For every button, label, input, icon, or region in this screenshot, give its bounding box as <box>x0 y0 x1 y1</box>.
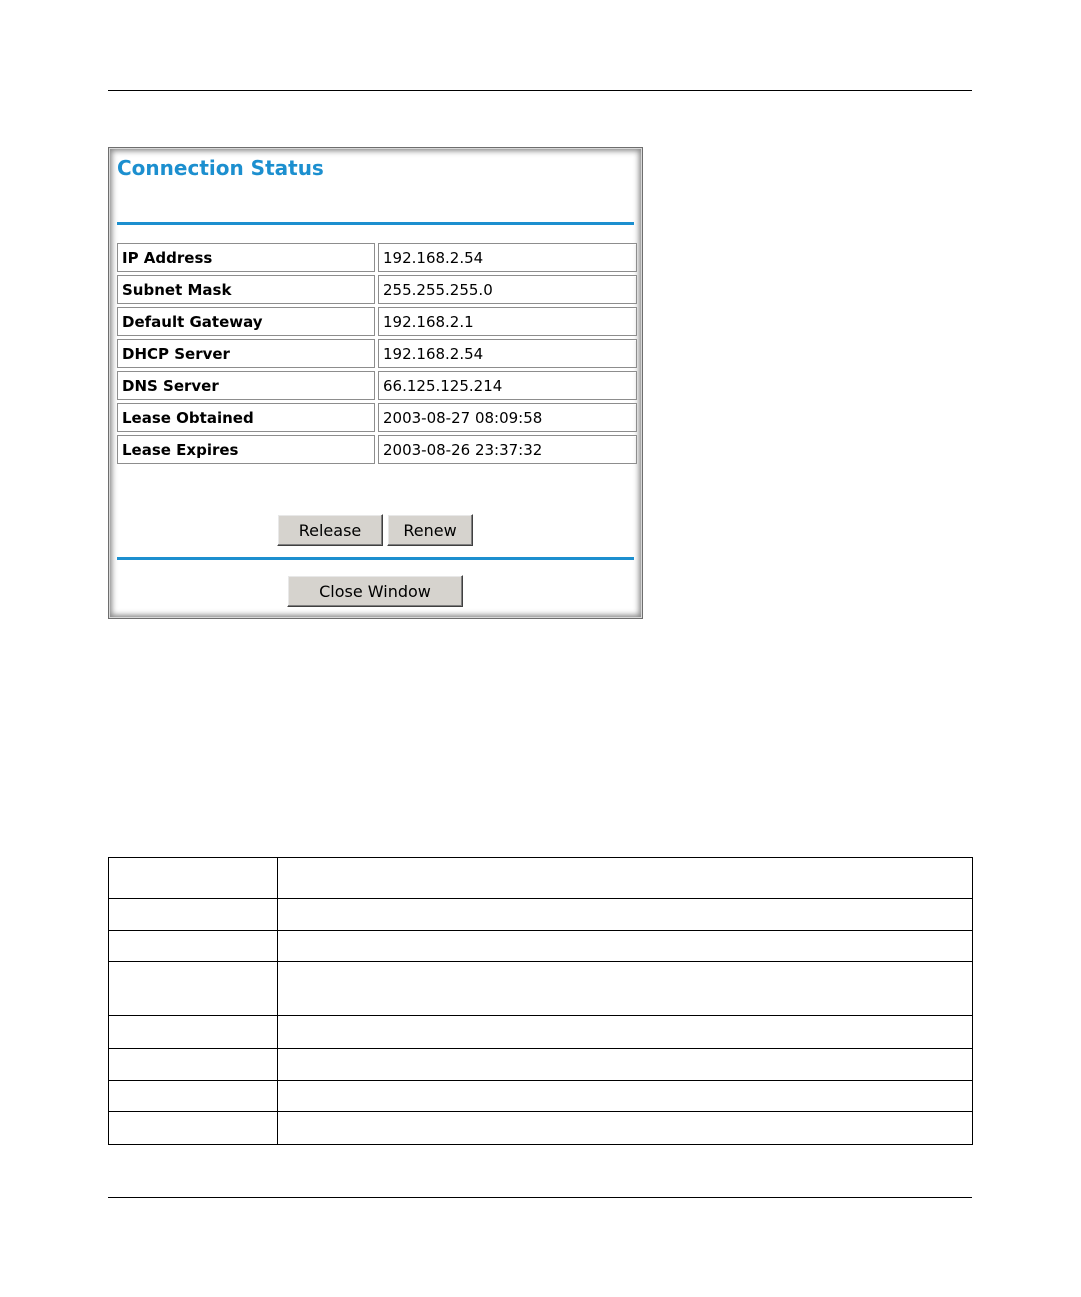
default-gateway-value: 192.168.2.1 <box>378 307 637 336</box>
table-row <box>109 1016 973 1049</box>
table-cell <box>278 1112 973 1145</box>
table-row <box>109 962 973 1016</box>
table-row <box>109 1112 973 1145</box>
connection-status-window <box>108 147 643 619</box>
table-row <box>117 403 637 432</box>
table-cell <box>278 1016 973 1049</box>
table-cell <box>109 1081 278 1112</box>
table-cell <box>278 1081 973 1112</box>
table-cell <box>109 1049 278 1081</box>
ip-address-label: IP Address <box>117 243 375 272</box>
table-row <box>109 899 973 931</box>
table-row <box>109 1049 973 1081</box>
header-rule <box>108 90 972 91</box>
default-gateway-label: Default Gateway <box>117 307 375 336</box>
table-row <box>117 307 637 336</box>
lease-obtained-value: 2003-08-27 08:09:58 <box>378 403 637 432</box>
table-row <box>109 931 973 962</box>
table-row <box>109 1081 973 1112</box>
close-window-button[interactable]: Close Window <box>287 575 463 607</box>
table-row <box>117 275 637 304</box>
footer-rule <box>108 1197 972 1198</box>
table-cell <box>278 931 973 962</box>
table-cell <box>109 931 278 962</box>
table-row <box>109 858 973 899</box>
dhcp-server-label: DHCP Server <box>117 339 375 368</box>
ip-address-value: 192.168.2.54 <box>378 243 637 272</box>
connection-info-table <box>114 240 640 467</box>
lease-expires-value: 2003-08-26 23:37:32 <box>378 435 637 464</box>
table-cell <box>278 962 973 1016</box>
table-row <box>117 243 637 272</box>
window-title: Connection Status <box>117 156 324 180</box>
table-row <box>117 339 637 368</box>
table-cell <box>109 858 278 899</box>
table-cell <box>109 1112 278 1145</box>
table-row <box>117 435 637 464</box>
table-row <box>117 371 637 400</box>
subnet-mask-label: Subnet Mask <box>117 275 375 304</box>
table-cell <box>278 1049 973 1081</box>
table-cell <box>278 858 973 899</box>
title-divider <box>117 222 634 225</box>
button-divider <box>117 557 634 560</box>
renew-button[interactable]: Renew <box>387 514 473 546</box>
release-button[interactable]: Release <box>277 514 383 546</box>
dns-server-value: 66.125.125.214 <box>378 371 637 400</box>
table-cell <box>109 962 278 1016</box>
table-cell <box>278 899 973 931</box>
table-cell <box>109 899 278 931</box>
lease-expires-label: Lease Expires <box>117 435 375 464</box>
table-cell <box>109 1016 278 1049</box>
lease-obtained-label: Lease Obtained <box>117 403 375 432</box>
dhcp-server-value: 192.168.2.54 <box>378 339 637 368</box>
settings-table <box>108 857 973 1145</box>
dns-server-label: DNS Server <box>117 371 375 400</box>
subnet-mask-value: 255.255.255.0 <box>378 275 637 304</box>
